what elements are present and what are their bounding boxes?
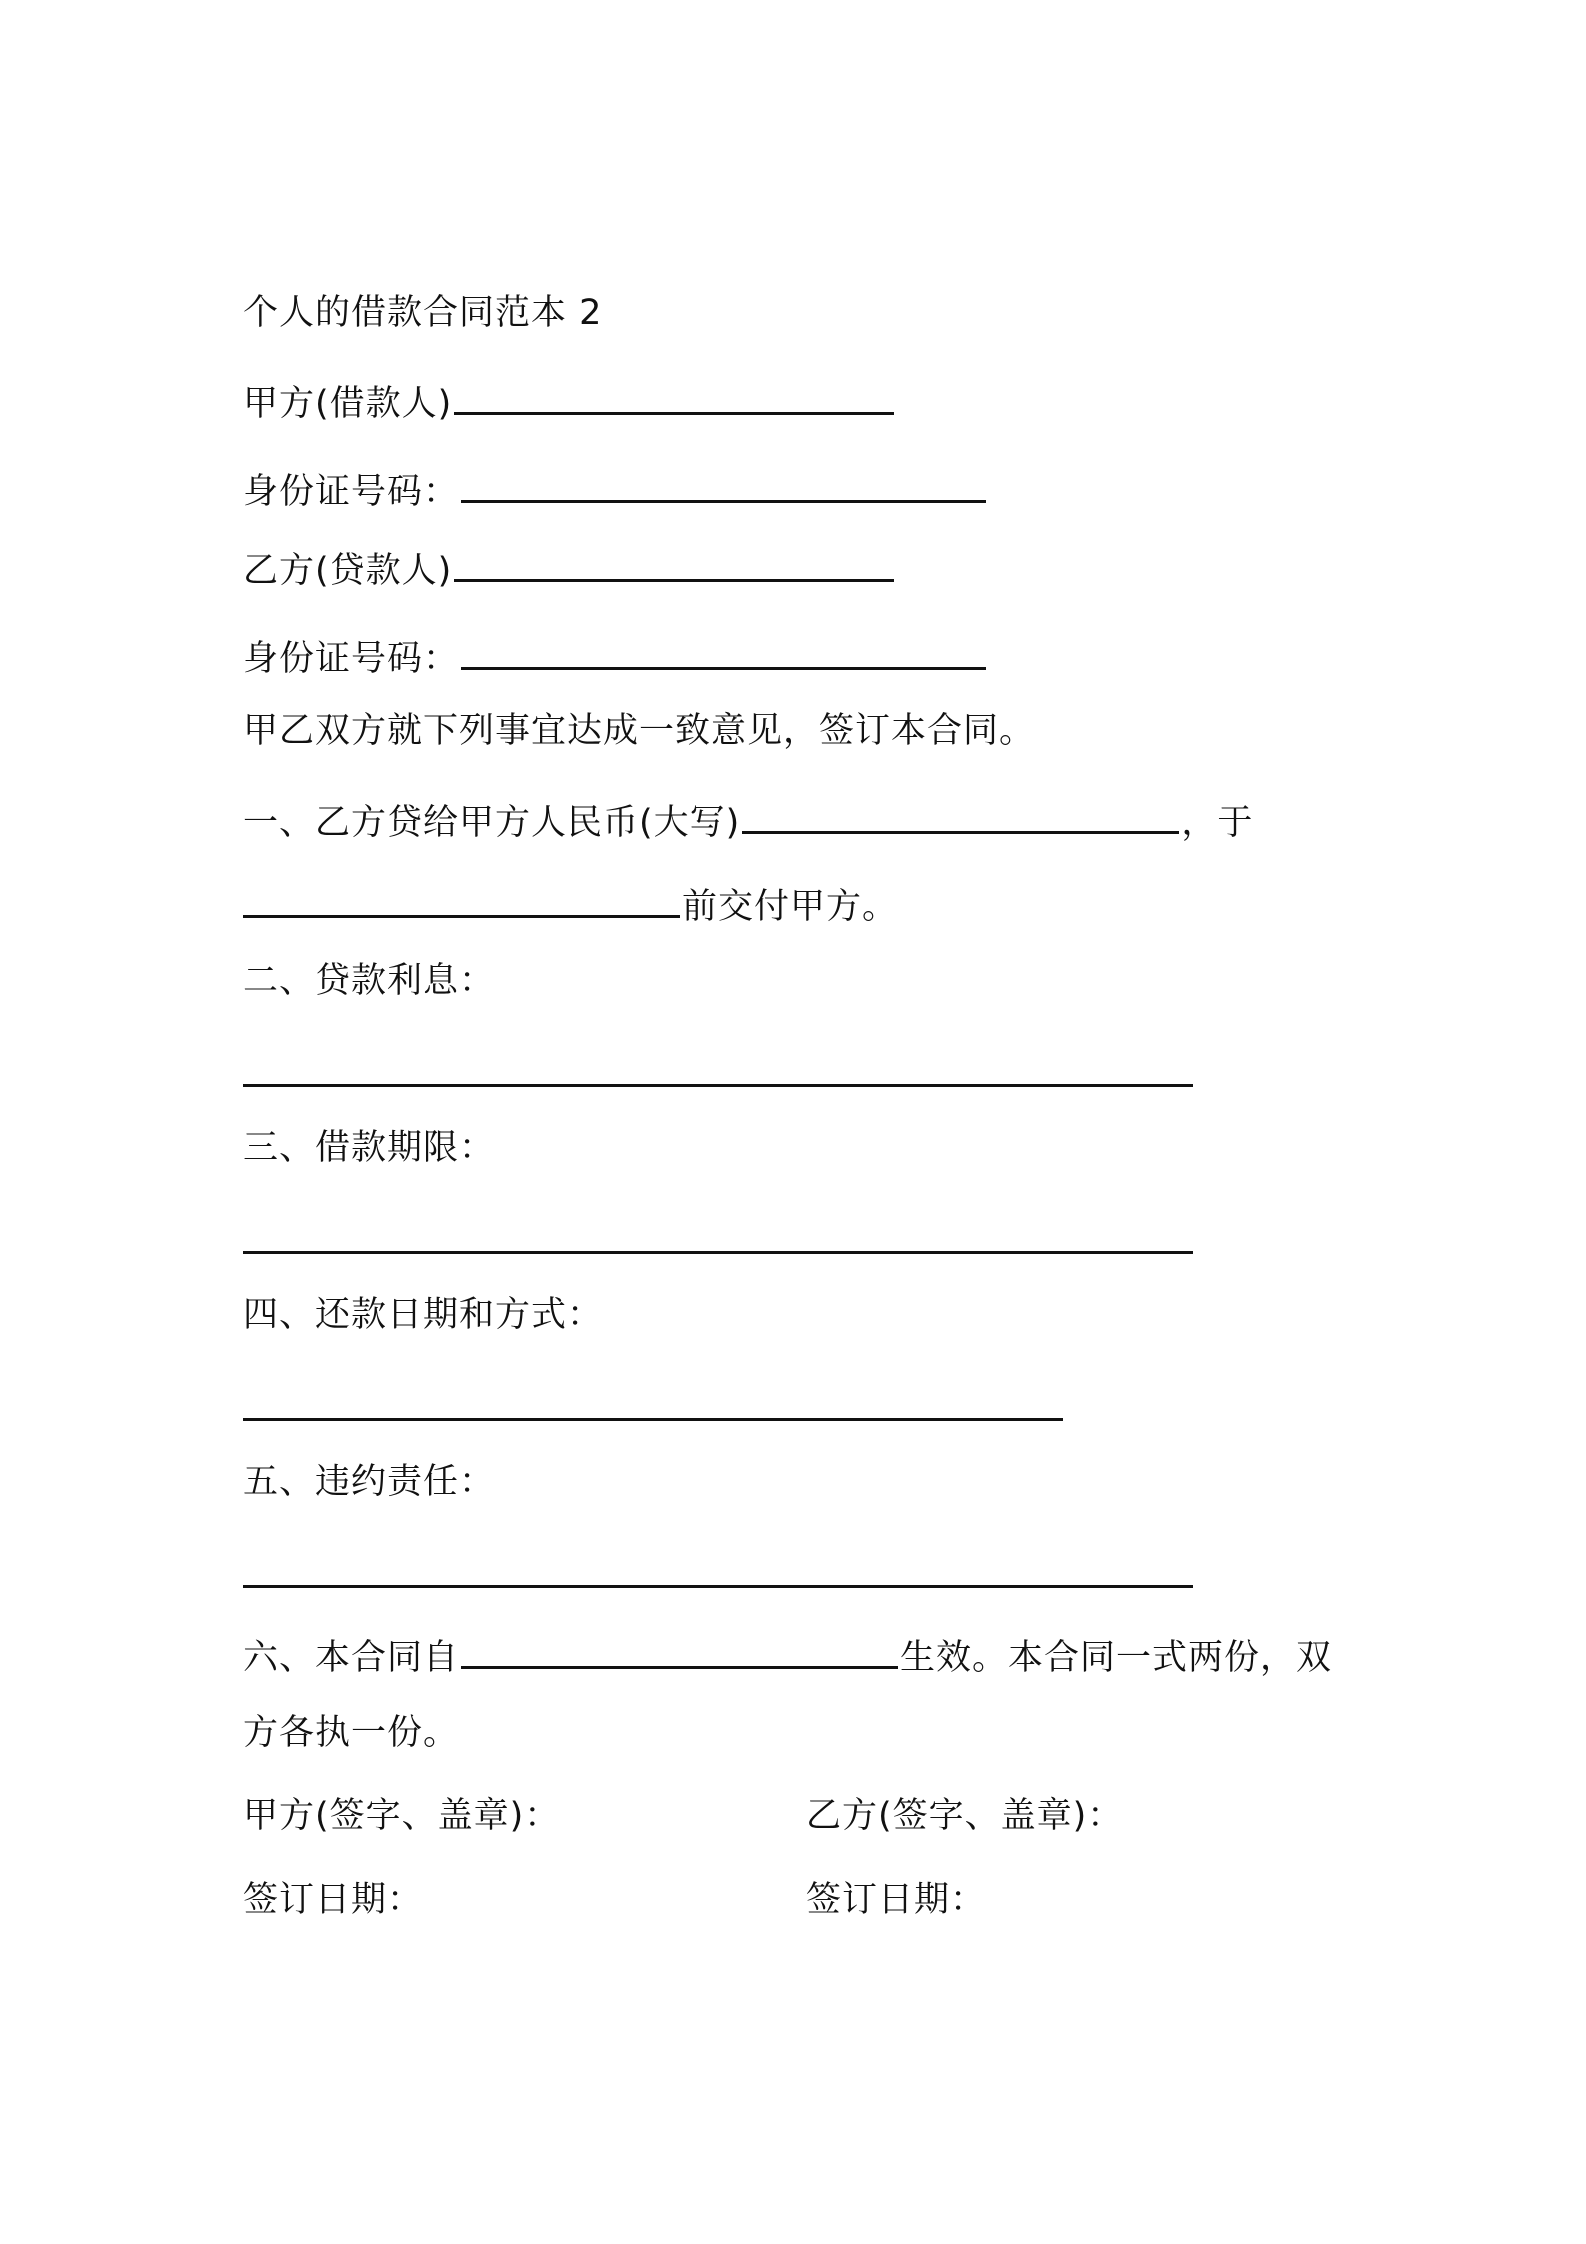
clause-6-row	[243, 1632, 1332, 1676]
party-b-date-label: 签订日期：	[806, 1880, 987, 1920]
party-b-signature	[806, 1796, 1124, 1836]
clause-4-answer-row	[243, 1384, 1065, 1428]
clause-5-answer-row	[243, 1551, 1195, 1595]
loan-term-blank[interactable]	[243, 1217, 1193, 1254]
party-b-id-row	[243, 633, 988, 677]
clause-6-line-2	[243, 1713, 460, 1753]
clause-1-prefix: 一、乙方贷给甲方人民币(大写)	[243, 803, 741, 843]
clause-6-prefix: 六、本合同自	[243, 1638, 460, 1678]
effective-date-blank[interactable]	[461, 1632, 898, 1669]
clause-3-answer-row	[243, 1217, 1195, 1261]
repayment-blank[interactable]	[243, 1384, 1063, 1421]
clause-3-title-row	[243, 1128, 496, 1168]
clause-1-suffix: ，于	[1181, 803, 1254, 843]
clause-5-title: 五、违约责任：	[243, 1462, 496, 1502]
clause-2-title-row	[243, 961, 496, 1001]
party-a-sign-date	[243, 1880, 424, 1920]
party-b-sign-date	[806, 1880, 987, 1920]
clause-5-title-row	[243, 1462, 496, 1502]
party-a-signature-label: 甲方(签字、盖章)：	[243, 1796, 561, 1836]
clause-4-title: 四、还款日期和方式：	[243, 1295, 604, 1335]
party-a-id-row	[243, 466, 988, 510]
clause-2-answer-row	[243, 1050, 1195, 1094]
loan-amount-blank[interactable]	[742, 797, 1179, 834]
party-a-signature	[243, 1796, 561, 1836]
clause-3-title: 三、借款期限：	[243, 1128, 496, 1168]
party-a-row	[243, 378, 896, 422]
party-b-signature-label: 乙方(签字、盖章)：	[806, 1796, 1124, 1836]
breach-liability-blank[interactable]	[243, 1551, 1193, 1588]
title-text: 个人的借款合同范本 2	[243, 293, 603, 333]
clause-1-line-2-suffix: 前交付甲方。	[682, 887, 899, 927]
party-a-blank[interactable]	[454, 378, 894, 415]
party-b-id-blank[interactable]	[461, 633, 986, 670]
clause-6-line-2-text: 方各执一份。	[243, 1713, 460, 1753]
clause-6-suffix: 生效。本合同一式两份，双	[900, 1638, 1333, 1678]
party-a-id-blank[interactable]	[461, 466, 986, 503]
interest-blank[interactable]	[243, 1050, 1193, 1087]
party-b-blank[interactable]	[454, 545, 894, 582]
id-number-label: 身份证号码：	[243, 639, 460, 679]
intro-paragraph	[243, 711, 1036, 751]
intro-text: 甲乙双方就下列事宜达成一致意见，签订本合同。	[243, 711, 1036, 751]
party-b-label: 乙方(贷款人)	[243, 551, 453, 591]
clause-2-title: 二、贷款利息：	[243, 961, 496, 1001]
party-a-date-label: 签订日期：	[243, 1880, 424, 1920]
clause-1-row	[243, 797, 1253, 841]
clause-4-title-row	[243, 1295, 604, 1335]
party-a-label: 甲方(借款人)	[243, 384, 453, 424]
party-b-row	[243, 545, 896, 589]
id-number-label: 身份证号码：	[243, 472, 460, 512]
clause-1-line-2	[243, 881, 898, 925]
delivery-date-blank[interactable]	[243, 881, 680, 918]
document-title	[243, 293, 603, 333]
